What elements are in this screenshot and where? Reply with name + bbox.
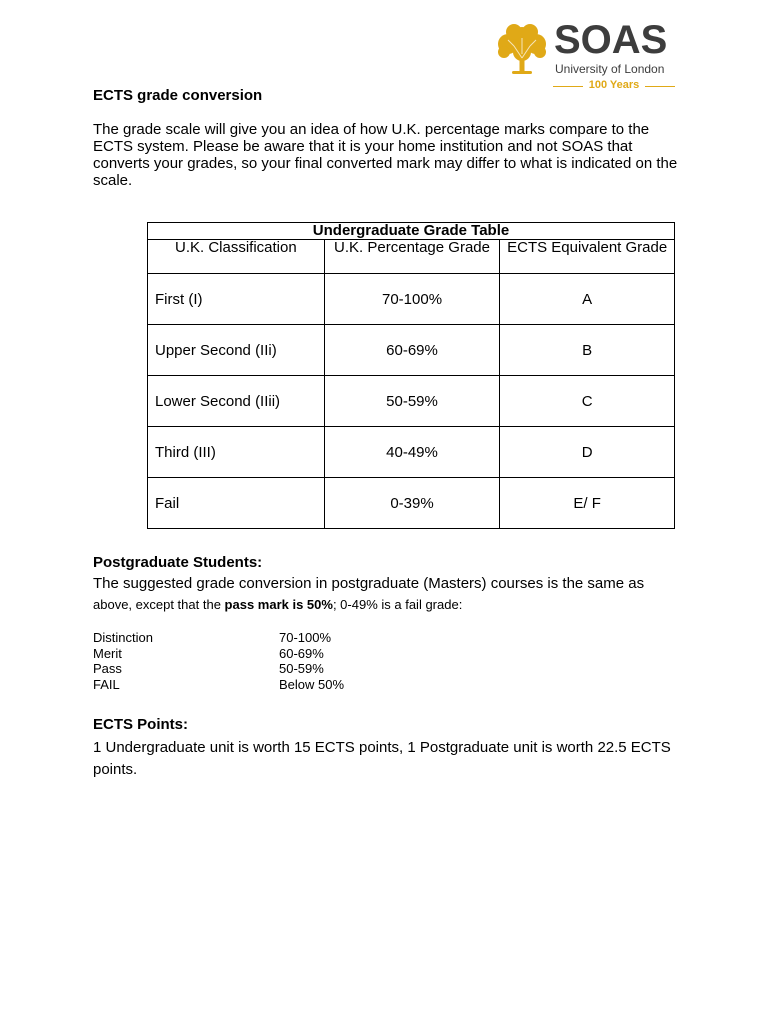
grade-label: FAIL: [93, 676, 120, 692]
table-row: [148, 427, 675, 478]
cell-ects: B: [500, 325, 675, 376]
table-header-row: [148, 240, 675, 274]
cell-percentage: 70-100%: [324, 274, 500, 325]
undergraduate-grade-table: [147, 222, 675, 529]
header-ects: ECTS Equivalent Grade: [500, 240, 675, 274]
logo-subtitle: University of London: [555, 62, 665, 76]
cell-percentage: 40-49%: [324, 427, 500, 478]
cell-percentage: 0-39%: [324, 478, 500, 529]
list-item: [93, 646, 344, 662]
cell-ects: D: [500, 427, 675, 478]
pg-text-before: above, except that the: [93, 597, 225, 612]
grade-value: 50-59%: [279, 661, 324, 676]
ects-points-text: 1 Undergraduate unit is worth 15 ECTS points, 1 Postgraduate unit is worth 22.5 ECTS points.: [93, 739, 671, 778]
intro-paragraph: The grade scale will give you an idea of how U.K. percentage marks compare to the ECTS system. Please be aware that it is your home institution and not SOAS that converts your grades, so your final converted mark may differ to what is indicated on the scale.: [93, 121, 678, 189]
cell-percentage: 50-59%: [324, 376, 500, 427]
logo-years: [553, 79, 675, 93]
cell-ects: C: [500, 376, 675, 427]
postgraduate-grade-list: [93, 630, 344, 692]
pass-mark-emphasis: pass mark is 50%: [224, 597, 333, 612]
cell-classification: Lower Second (IIii): [148, 376, 325, 427]
page-title: ECTS grade conversion: [93, 87, 263, 104]
grade-value: 60-69%: [279, 645, 324, 661]
pg-text-after: ; 0-49% is a fail grade:: [332, 597, 463, 612]
table-row: [148, 274, 675, 325]
grade-label: Merit: [93, 645, 122, 661]
table-caption-row: [148, 223, 675, 240]
logo-years-text: 100 Years: [588, 79, 640, 91]
grade-value: 70-100%: [279, 630, 332, 645]
cell-classification: Third (III): [148, 427, 325, 478]
ects-points-heading: ECTS Points:: [93, 716, 189, 733]
table-row: [148, 478, 675, 529]
postgraduate-text-line1: The suggested grade conversion in postgraduate (Masters) courses is the same as: [93, 575, 645, 592]
list-item: [93, 661, 344, 677]
table-row: [148, 325, 675, 376]
postgraduate-heading: Postgraduate Students:: [93, 554, 263, 571]
logo-name: SOAS: [554, 18, 668, 62]
cell-classification: Fail: [148, 478, 325, 529]
cell-classification: Upper Second (IIi): [148, 325, 325, 376]
grade-label: Pass: [93, 661, 122, 676]
cell-ects: E/ F: [500, 478, 675, 529]
list-item: [93, 630, 344, 646]
cell-ects: A: [500, 274, 675, 325]
cell-percentage: 60-69%: [324, 325, 500, 376]
header-percentage: U.K. Percentage Grade: [324, 240, 500, 274]
list-item: [93, 677, 344, 693]
cell-classification: First (I): [148, 274, 325, 325]
tree-icon: [494, 22, 550, 78]
grade-value: Below 50%: [279, 676, 345, 692]
table-caption: Undergraduate Grade Table: [148, 223, 675, 240]
postgraduate-text-line2: [93, 597, 462, 612]
logo-rule-right: [645, 86, 675, 87]
logo-rule-left: [553, 86, 583, 87]
soas-logo: [494, 18, 678, 91]
header-classification: U.K. Classification: [148, 240, 325, 274]
grade-label: Distinction: [93, 630, 153, 645]
table-row: [148, 376, 675, 427]
